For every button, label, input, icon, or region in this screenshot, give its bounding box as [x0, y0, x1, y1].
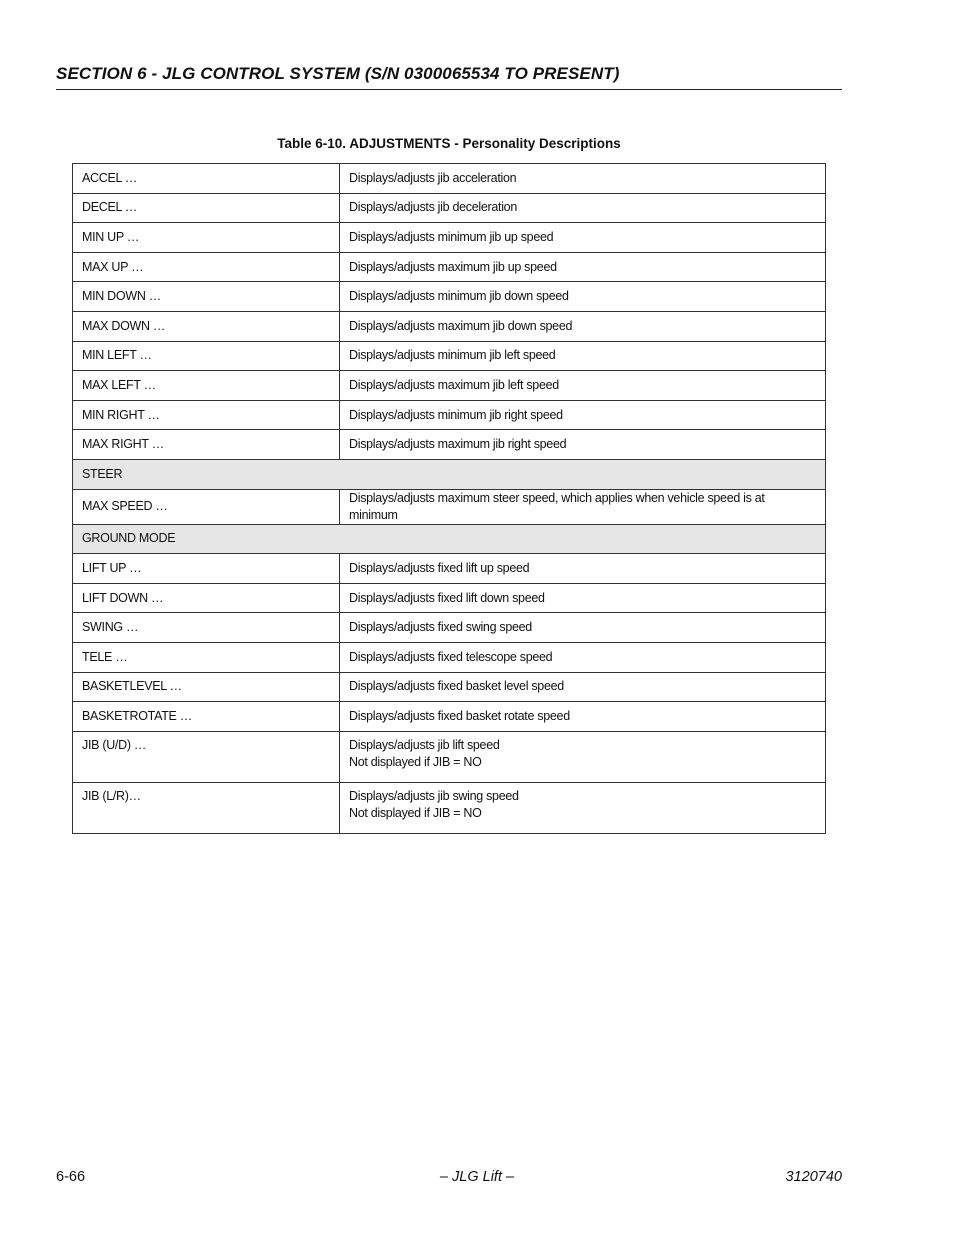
parameter-cell: MAX LEFT … [73, 371, 340, 401]
description-cell [340, 223, 826, 253]
description-text: Displays/adjusts minimum jib down speed [349, 289, 569, 304]
table-row [73, 282, 826, 312]
adjustments-table [72, 163, 826, 834]
description-text: Displays/adjusts jib lift speed [349, 737, 500, 752]
description-cell [340, 430, 826, 460]
description-text: Displays/adjusts maximum jib up speed [349, 259, 557, 274]
table-section-row [73, 524, 826, 554]
parameter-cell: TELE … [73, 642, 340, 672]
parameter-cell: DECEL … [73, 193, 340, 223]
table-row [73, 430, 826, 460]
description-cell [340, 341, 826, 371]
footer-publisher: – JLG Lift – [439, 1169, 515, 1185]
table-row [73, 311, 826, 341]
table-row [73, 702, 826, 732]
description-cell [340, 252, 826, 282]
description-text: Displays/adjusts maximum jib left speed [349, 377, 559, 392]
page-number: 6-66 [56, 1169, 86, 1185]
description-cell [340, 731, 826, 782]
description-cell [340, 400, 826, 430]
table-row [73, 642, 826, 672]
description-text: Displays/adjusts fixed lift down speed [349, 590, 545, 605]
description-text: Displays/adjusts minimum jib left speed [349, 348, 556, 363]
description-text: Displays/adjusts fixed telescope speed [349, 649, 553, 664]
description-text: Displays/adjusts fixed lift up speed [349, 560, 530, 575]
description-text: Displays/adjusts maximum jib down speed [349, 318, 573, 333]
description-cell [340, 672, 826, 702]
description-cell [340, 311, 826, 341]
parameter-cell: MAX RIGHT … [73, 430, 340, 460]
table-row [73, 731, 826, 782]
description-cell [340, 782, 826, 833]
description-note: Not displayed if JIB = NO [349, 805, 482, 820]
parameter-cell: MAX DOWN … [73, 311, 340, 341]
document-number: 3120740 [785, 1169, 842, 1185]
description-text: Displays/adjusts jib acceleration [349, 170, 517, 185]
description-text: Displays/adjusts jib deceleration [349, 200, 517, 215]
table-row [73, 341, 826, 371]
parameter-cell: MAX UP … [73, 252, 340, 282]
description-text: Displays/adjusts jib swing speed [349, 788, 519, 803]
description-text: Displays/adjusts fixed basket rotate speed [349, 708, 570, 723]
description-cell [340, 282, 826, 312]
description-cell [340, 642, 826, 672]
description-cell [340, 489, 826, 524]
table-row [73, 164, 826, 194]
table-row [73, 613, 826, 643]
description-note: Not displayed if JIB = NO [349, 754, 482, 769]
description-text: Displays/adjusts fixed swing speed [349, 620, 532, 635]
table-title: Table 6-10. ADJUSTMENTS - Personality Descriptions [277, 136, 621, 151]
description-cell [340, 702, 826, 732]
table-row [73, 672, 826, 702]
description-cell [340, 554, 826, 584]
table-row [73, 782, 826, 833]
table-row [73, 371, 826, 401]
description-text: Displays/adjusts maximum steer speed, which applies when vehicle speed is at minimum [349, 490, 765, 522]
parameter-cell: BASKETLEVEL … [73, 672, 340, 702]
parameter-cell: JIB (L/R)… [73, 782, 340, 833]
parameter-cell: LIFT UP … [73, 554, 340, 584]
table-row [73, 554, 826, 584]
parameter-cell: LIFT DOWN … [73, 583, 340, 613]
parameter-cell: MIN RIGHT … [73, 400, 340, 430]
table-section-row [73, 459, 826, 489]
table-row [73, 223, 826, 253]
description-cell [340, 164, 826, 194]
parameter-cell: MIN LEFT … [73, 341, 340, 371]
parameter-cell: MIN UP … [73, 223, 340, 253]
table-row [73, 583, 826, 613]
section-label: GROUND MODE [73, 524, 826, 554]
parameter-cell: MIN DOWN … [73, 282, 340, 312]
parameter-cell: SWING … [73, 613, 340, 643]
table-row [73, 252, 826, 282]
description-cell [340, 193, 826, 223]
parameter-cell: MAX SPEED … [73, 489, 340, 524]
table-row [73, 193, 826, 223]
parameter-cell: ACCEL … [73, 164, 340, 194]
description-cell [340, 371, 826, 401]
description-cell [340, 613, 826, 643]
parameter-cell: JIB (U/D) … [73, 731, 340, 782]
section-header: SECTION 6 - JLG CONTROL SYSTEM (S/N 0300065534 TO PRESENT) [56, 64, 620, 83]
header-divider [56, 89, 842, 90]
section-label: STEER [73, 459, 826, 489]
table-row [73, 400, 826, 430]
description-text: Displays/adjusts fixed basket level speed [349, 679, 564, 694]
description-text: Displays/adjusts minimum jib up speed [349, 229, 554, 244]
parameter-cell: BASKETROTATE … [73, 702, 340, 732]
description-text: Displays/adjusts maximum jib right speed [349, 437, 567, 452]
description-text: Displays/adjusts minimum jib right speed [349, 407, 563, 422]
description-cell [340, 583, 826, 613]
table-row [73, 489, 826, 524]
